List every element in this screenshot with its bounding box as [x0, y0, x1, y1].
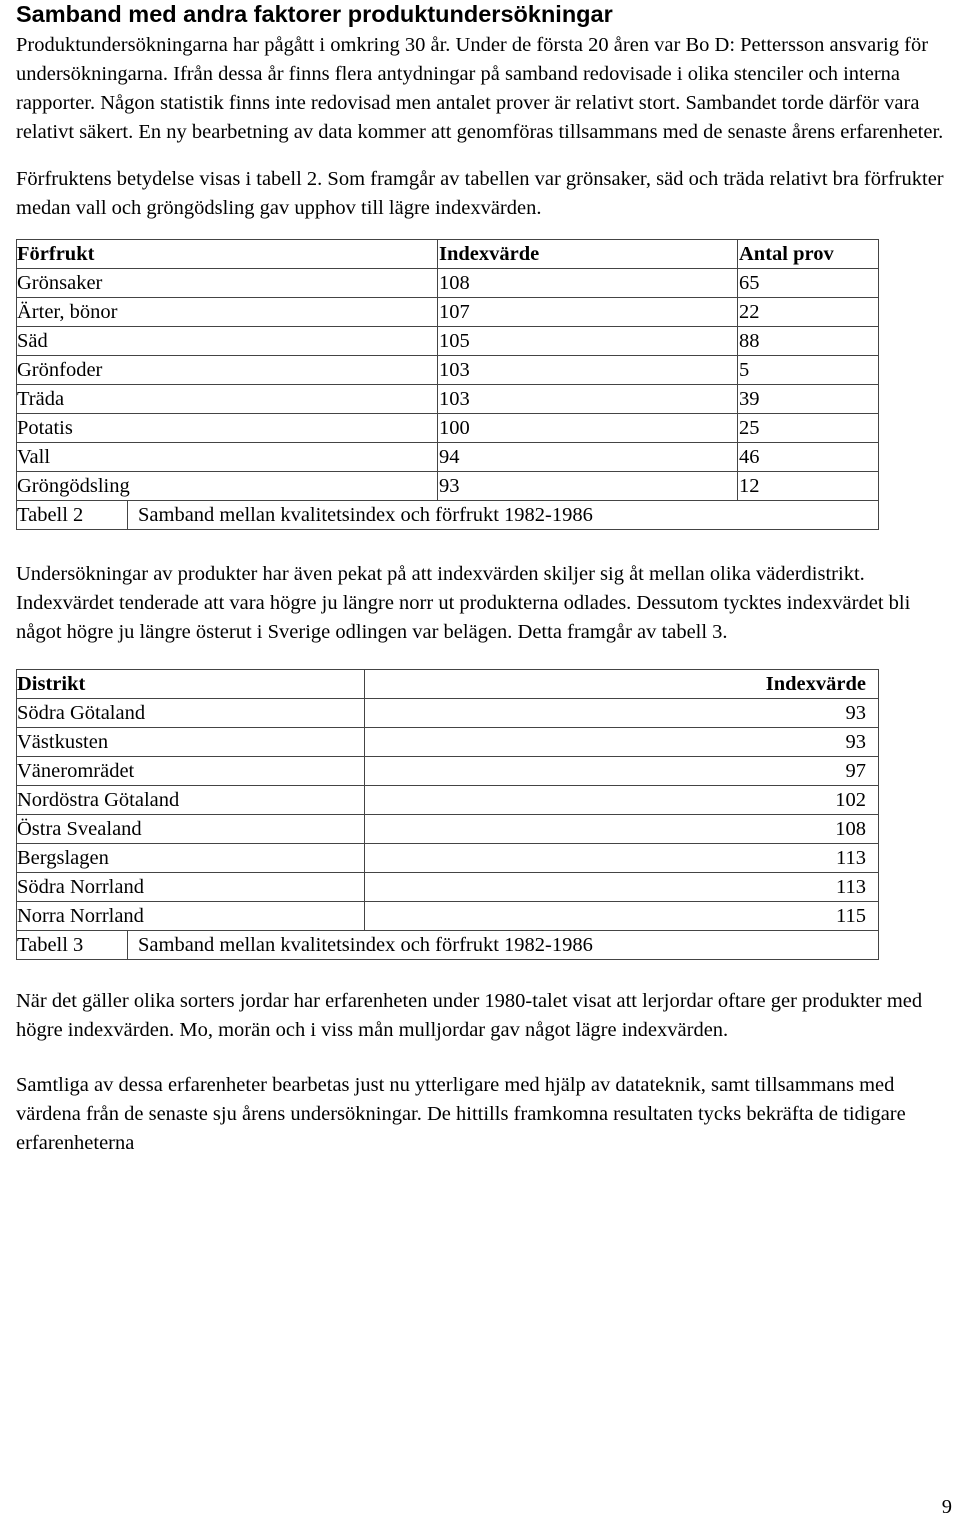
- table-row: [17, 414, 879, 443]
- cell-indexvarde: 108: [365, 815, 879, 844]
- table-row: [17, 844, 879, 873]
- cell-indexvarde: 115: [365, 902, 879, 931]
- cell-indexvarde: 103: [438, 385, 738, 414]
- caption-text: Samband mellan kvalitetsindex och förfrukt 1982-1986: [128, 501, 879, 530]
- cell-distrikt: Östra Svealand: [17, 815, 365, 844]
- table-row: [17, 786, 879, 815]
- cell-antal-prov: 39: [738, 385, 879, 414]
- table-row: [17, 472, 879, 501]
- table-row: [17, 699, 879, 728]
- cell-distrikt: Norra Norrland: [17, 902, 365, 931]
- header-distrikt: Distrikt: [17, 670, 365, 699]
- cell-antal-prov: 22: [738, 298, 879, 327]
- cell-indexvarde: 113: [365, 873, 879, 902]
- cell-antal-prov: 88: [738, 327, 879, 356]
- table-row: [17, 902, 879, 931]
- header-indexvarde: Indexvärde: [438, 240, 738, 269]
- paragraph-forfrukt: Förfruktens betydelse visas i tabell 2. Som framgår av tabellen var grönsaker, säd och träda relativt bra förfrukter medan vall och gröngödsling gav upphov till lägre indexvärden.: [16, 168, 944, 219]
- cell-indexvarde: 97: [365, 757, 879, 786]
- cell-antal-prov: 46: [738, 443, 879, 472]
- cell-forfrukt: Vall: [17, 443, 438, 472]
- table-row: [17, 815, 879, 844]
- caption-text: Samband mellan kvalitetsindex och förfrukt 1982-1986: [128, 931, 879, 960]
- paragraph-intro: Produktundersökningarna har pågått i omkring 30 år. Under de första 20 åren var Bo D: Pettersson ansvarig för undersökningarna. Ifrån dessa år finns flera antydningar på samband redovisade i olika stenciler och interna rapporter. Någon statistik finns inte redovisad men antalet prover är relativt stort. Sambandet torde därför vara relativt säkert. En ny bearbetning av data kommer att genomföras tillsammans med de senaste årens erfarenheter.: [16, 34, 944, 143]
- cell-forfrukt: Gröngödsling: [17, 472, 438, 501]
- cell-forfrukt: Ärter, bönor: [17, 298, 438, 327]
- table-row: [17, 757, 879, 786]
- header-antal-prov: Antal prov: [738, 240, 879, 269]
- table-row: [17, 298, 879, 327]
- cell-indexvarde: 107: [438, 298, 738, 327]
- caption-label: Tabell 3: [17, 931, 128, 960]
- table-row: [17, 269, 879, 298]
- table-row: [17, 873, 879, 902]
- header-indexvarde: Indexvärde: [365, 670, 879, 699]
- table-row: [17, 443, 879, 472]
- table-distrikt: [16, 669, 879, 960]
- cell-indexvarde: 102: [365, 786, 879, 815]
- cell-indexvarde: 113: [365, 844, 879, 873]
- cell-forfrukt: Grönsaker: [17, 269, 438, 298]
- cell-indexvarde: 103: [438, 356, 738, 385]
- table-row: [17, 385, 879, 414]
- document-page: [16, 0, 946, 1158]
- cell-forfrukt: Träda: [17, 385, 438, 414]
- cell-indexvarde: 94: [438, 443, 738, 472]
- cell-distrikt: Bergslagen: [17, 844, 365, 873]
- paragraph-datateknik: Samtliga av dessa erfarenheter bearbetas just nu ytterligare med hjälp av datateknik, samt tillsammans med värdena från de senaste sju årens undersökningar. De hittills framkomna resultaten tycks bekräfta de tidigare erfarenheterna: [16, 1074, 906, 1154]
- paragraph-jordar: När det gäller olika sorters jordar har erfarenheten under 1980-talet visat att lerjordar oftare ger produkter med högre indexvärden. Mo, morän och i viss mån mulljordar gav något lägre indexvärden.: [16, 990, 923, 1041]
- table-header-row: [17, 240, 879, 269]
- cell-indexvarde: 93: [438, 472, 738, 501]
- cell-indexvarde: 105: [438, 327, 738, 356]
- table-forfrukt: [16, 239, 879, 530]
- table-header-row: [17, 670, 879, 699]
- cell-antal-prov: 25: [738, 414, 879, 443]
- page-number: 9: [941, 1496, 952, 1518]
- cell-distrikt: Nordöstra Götaland: [17, 786, 365, 815]
- section-heading: Samband med andra faktorer produktundersökningar: [16, 1, 613, 27]
- cell-distrikt: Västkusten: [17, 728, 365, 757]
- header-forfrukt: Förfrukt: [17, 240, 438, 269]
- cell-distrikt: Väneromrädet: [17, 757, 365, 786]
- cell-antal-prov: 65: [738, 269, 879, 298]
- cell-indexvarde: 108: [438, 269, 738, 298]
- table-row: [17, 728, 879, 757]
- paragraph-vaderdistrikt: Undersökningar av produkter har även pekat på att indexvärden skiljer sig åt mellan olika väderdistrikt. Indexvärdet tenderade att vara högre ju längre norr ut produkterna odlades. Dessutom tycktes indexvärdet bli något högre ju längre österut i Sverige odlingen var belägen. Detta framgår av tabell 3.: [16, 563, 911, 643]
- table-caption-row: [17, 501, 879, 530]
- cell-antal-prov: 5: [738, 356, 879, 385]
- cell-forfrukt: Potatis: [17, 414, 438, 443]
- table-caption-row: [17, 931, 879, 960]
- cell-distrikt: Södra Götaland: [17, 699, 365, 728]
- caption-label: Tabell 2: [17, 501, 128, 530]
- cell-distrikt: Södra Norrland: [17, 873, 365, 902]
- cell-antal-prov: 12: [738, 472, 879, 501]
- cell-indexvarde: 93: [365, 699, 879, 728]
- cell-forfrukt: Grönfoder: [17, 356, 438, 385]
- cell-forfrukt: Säd: [17, 327, 438, 356]
- cell-indexvarde: 93: [365, 728, 879, 757]
- table-row: [17, 327, 879, 356]
- table-row: [17, 356, 879, 385]
- cell-indexvarde: 100: [438, 414, 738, 443]
